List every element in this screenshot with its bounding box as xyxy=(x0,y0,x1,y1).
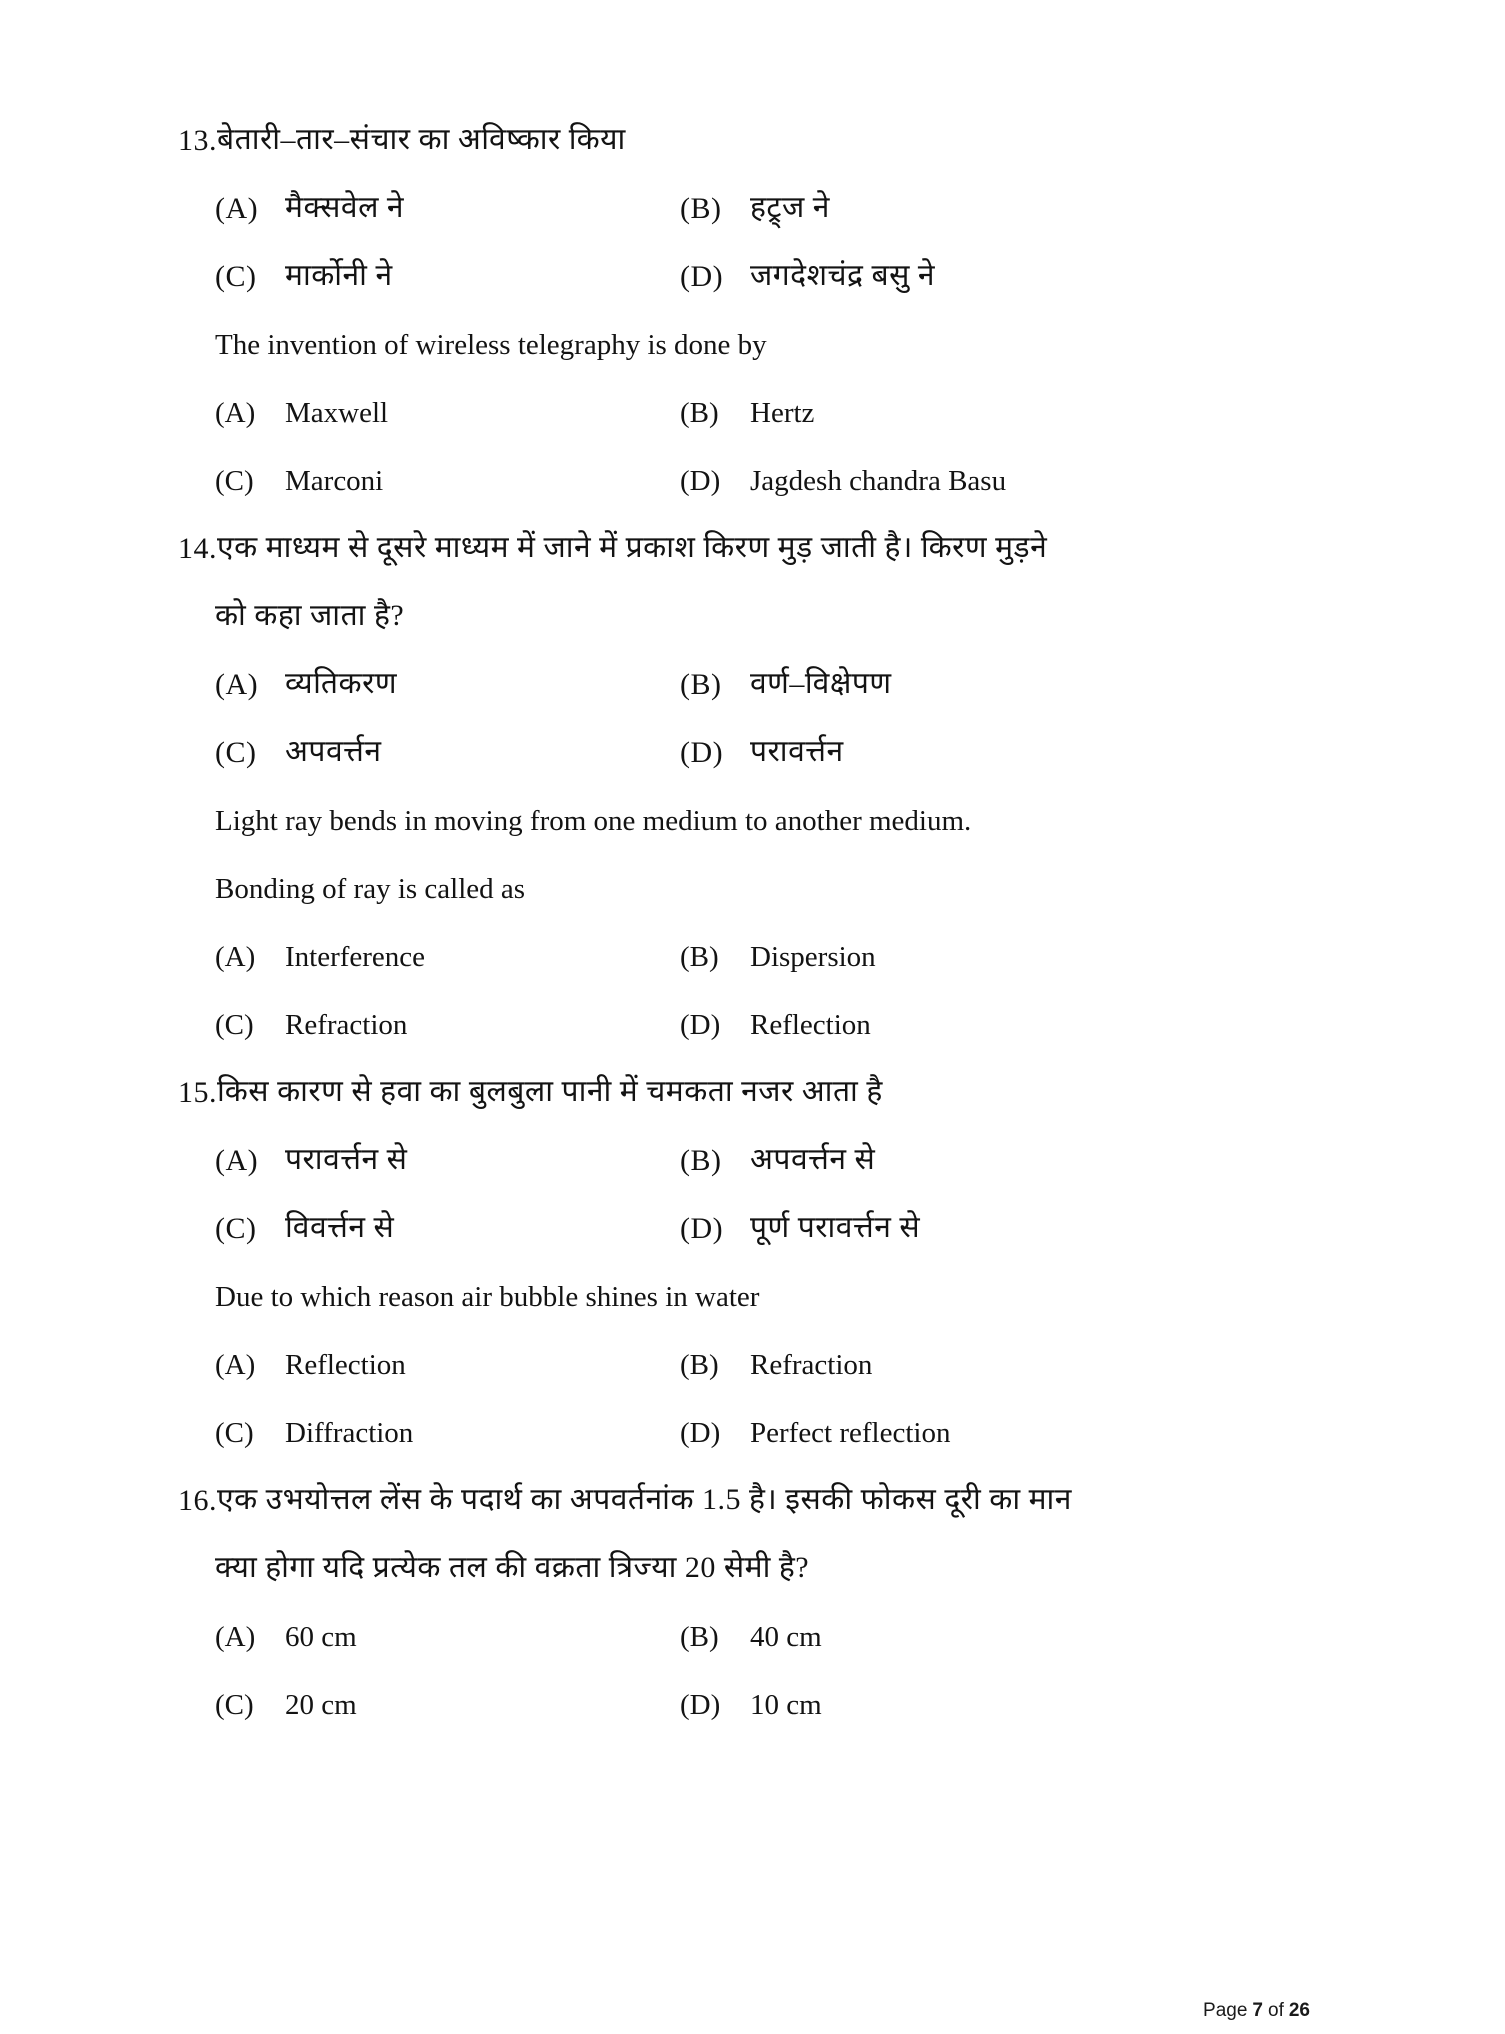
question-14-hindi-line-1 xyxy=(178,524,1415,566)
option-text: अपवर्त्तन xyxy=(285,735,382,768)
question-number: 14. xyxy=(178,532,217,565)
option-b xyxy=(680,1621,1415,1654)
question-text-hindi: किस कारण से हवा का बुलबुला पानी में चमकता नजर आता है xyxy=(217,1075,883,1108)
option-text: हट्र्ज ने xyxy=(750,191,830,224)
option-label: (B) xyxy=(680,1621,719,1653)
option-label: (B) xyxy=(680,1349,719,1381)
option-d xyxy=(680,253,1415,294)
option-a xyxy=(215,1621,680,1654)
option-text: Hertz xyxy=(750,397,815,429)
question-15-hindi-line xyxy=(178,1068,1415,1110)
question-15-hindi-options-row-2 xyxy=(178,1204,1415,1246)
footer-page-number: 7 xyxy=(1252,2000,1263,2021)
page-footer xyxy=(1203,2000,1310,2022)
option-label: (C) xyxy=(215,1689,254,1721)
option-d xyxy=(680,729,1415,770)
option-a xyxy=(215,397,680,430)
option-label: (B) xyxy=(680,668,722,701)
question-text-hindi: को कहा जाता है? xyxy=(215,599,405,632)
option-label: (D) xyxy=(680,1212,724,1245)
option-label: (C) xyxy=(215,1212,257,1245)
option-b xyxy=(680,1137,1415,1178)
option-text: परावर्त्तन xyxy=(750,735,844,768)
option-label: (D) xyxy=(680,1417,721,1449)
option-a xyxy=(215,661,680,702)
option-text: Interference xyxy=(285,941,426,973)
question-text-english: The invention of wireless telegraphy is done by xyxy=(215,329,767,361)
option-label: (B) xyxy=(680,941,719,973)
option-text: वर्ण–विक्षेपण xyxy=(750,667,892,700)
option-label: (D) xyxy=(680,736,724,769)
option-c xyxy=(215,729,680,770)
option-text: Refraction xyxy=(285,1009,408,1041)
option-label: (C) xyxy=(215,1009,254,1041)
question-16-hindi-line-2 xyxy=(178,1544,1415,1586)
option-label: (C) xyxy=(215,736,257,769)
question-16 xyxy=(178,1476,1415,1722)
question-text-english: Light ray bends in moving from one medium to another medium. xyxy=(215,805,972,837)
option-c xyxy=(215,1009,680,1042)
question-13-hindi-line xyxy=(178,116,1415,158)
question-14 xyxy=(178,524,1415,1042)
option-b xyxy=(680,1349,1415,1382)
option-c xyxy=(215,1689,680,1722)
option-c xyxy=(215,1205,680,1246)
question-text-english: Bonding of ray is called as xyxy=(215,873,526,905)
option-d xyxy=(680,1205,1415,1246)
option-d xyxy=(680,1009,1415,1042)
option-text: 10 cm xyxy=(750,1689,822,1721)
option-text: Marconi xyxy=(285,465,384,497)
question-13-english-options-row-2 xyxy=(178,456,1415,498)
option-text: Refraction xyxy=(750,1349,873,1381)
footer-of-word: of xyxy=(1268,2000,1284,2021)
option-label: (A) xyxy=(215,941,256,973)
option-d xyxy=(680,1417,1415,1450)
option-c xyxy=(215,1417,680,1450)
option-text: Reflection xyxy=(750,1009,871,1041)
question-14-english-options-row-1 xyxy=(178,932,1415,974)
option-text: मार्कोनी ने xyxy=(285,259,393,292)
question-13-english-options-row-1 xyxy=(178,388,1415,430)
question-text-hindi: बेतारी–तार–संचार का अविष्कार किया xyxy=(217,123,626,156)
footer-total-pages: 26 xyxy=(1288,2000,1310,2021)
option-text: जगदेशचंद्र बसु ने xyxy=(750,259,936,292)
question-15-english-options-row-2 xyxy=(178,1408,1415,1450)
option-text: Reflection xyxy=(285,1349,406,1381)
option-label: (A) xyxy=(215,1144,259,1177)
option-text: परावर्त्तन से xyxy=(285,1143,408,1176)
option-label: (D) xyxy=(680,1689,721,1721)
option-text: Jagdesh chandra Basu xyxy=(750,465,1007,497)
question-14-hindi-options-row-1 xyxy=(178,660,1415,702)
question-number: 13. xyxy=(178,124,217,157)
question-15-english-options-row-1 xyxy=(178,1340,1415,1382)
option-text: मैक्सवेल ने xyxy=(285,191,405,224)
option-text: 40 cm xyxy=(750,1621,822,1653)
option-d xyxy=(680,1689,1415,1722)
question-text-hindi: क्या होगा यदि प्रत्येक तल की वक्रता त्रिज्या 20 सेमी है? xyxy=(215,1551,810,1584)
question-14-english-options-row-2 xyxy=(178,1000,1415,1042)
option-a xyxy=(215,1349,680,1382)
option-text: विवर्त्तन से xyxy=(285,1211,395,1244)
question-number: 16. xyxy=(178,1484,217,1517)
option-label: (A) xyxy=(215,192,259,225)
option-b xyxy=(680,661,1415,702)
question-text-hindi: एक माध्यम से दूसरे माध्यम में जाने में प्रकाश किरण मुड़ जाती है। किरण मुड़ने xyxy=(217,531,1048,564)
option-text: व्यतिकरण xyxy=(285,667,398,700)
option-label: (D) xyxy=(680,1009,721,1041)
question-16-options-row-2 xyxy=(178,1680,1415,1722)
option-label: (C) xyxy=(215,1417,254,1449)
footer-page-word: Page xyxy=(1203,2000,1248,2021)
option-label: (C) xyxy=(215,465,254,497)
option-label: (B) xyxy=(680,192,722,225)
option-label: (B) xyxy=(680,397,719,429)
option-a xyxy=(215,1137,680,1178)
question-text-hindi: एक उभयोत्तल लेंस के पदार्थ का अपवर्तनांक 1.5 है। इसकी फोकस दूरी का मान xyxy=(217,1483,1072,1516)
option-text: 20 cm xyxy=(285,1689,357,1721)
question-15-english-line xyxy=(178,1272,1415,1314)
question-16-hindi-line-1 xyxy=(178,1476,1415,1518)
question-13-hindi-options-row-2 xyxy=(178,252,1415,294)
option-label: (D) xyxy=(680,260,724,293)
question-16-options-row-1 xyxy=(178,1612,1415,1654)
option-text: Maxwell xyxy=(285,397,389,429)
option-text: Dispersion xyxy=(750,941,876,973)
option-text: अपवर्त्तन से xyxy=(750,1143,876,1176)
question-15-hindi-options-row-1 xyxy=(178,1136,1415,1178)
option-a xyxy=(215,941,680,974)
question-text-english: Due to which reason air bubble shines in water xyxy=(215,1281,760,1313)
question-13-hindi-options-row-1 xyxy=(178,184,1415,226)
option-d xyxy=(680,465,1415,498)
option-text: Diffraction xyxy=(285,1417,414,1449)
option-text: 60 cm xyxy=(285,1621,357,1653)
option-label: (A) xyxy=(215,668,259,701)
option-b xyxy=(680,185,1415,226)
option-label: (B) xyxy=(680,1144,722,1177)
question-14-english-line-2 xyxy=(178,864,1415,906)
option-c xyxy=(215,253,680,294)
option-b xyxy=(680,941,1415,974)
option-text: Perfect reflection xyxy=(750,1417,951,1449)
option-label: (D) xyxy=(680,465,721,497)
option-label: (A) xyxy=(215,397,256,429)
question-13-english-line xyxy=(178,320,1415,362)
question-14-english-line-1 xyxy=(178,796,1415,838)
question-14-hindi-options-row-2 xyxy=(178,728,1415,770)
option-a xyxy=(215,185,680,226)
option-c xyxy=(215,465,680,498)
option-label: (A) xyxy=(215,1349,256,1381)
option-b xyxy=(680,397,1415,430)
question-number: 15. xyxy=(178,1076,217,1109)
option-label: (A) xyxy=(215,1621,256,1653)
option-text: पूर्ण परावर्त्तन से xyxy=(750,1211,921,1244)
question-15 xyxy=(178,1068,1415,1450)
question-13 xyxy=(178,116,1415,498)
question-14-hindi-line-2 xyxy=(178,592,1415,634)
option-label: (C) xyxy=(215,260,257,293)
